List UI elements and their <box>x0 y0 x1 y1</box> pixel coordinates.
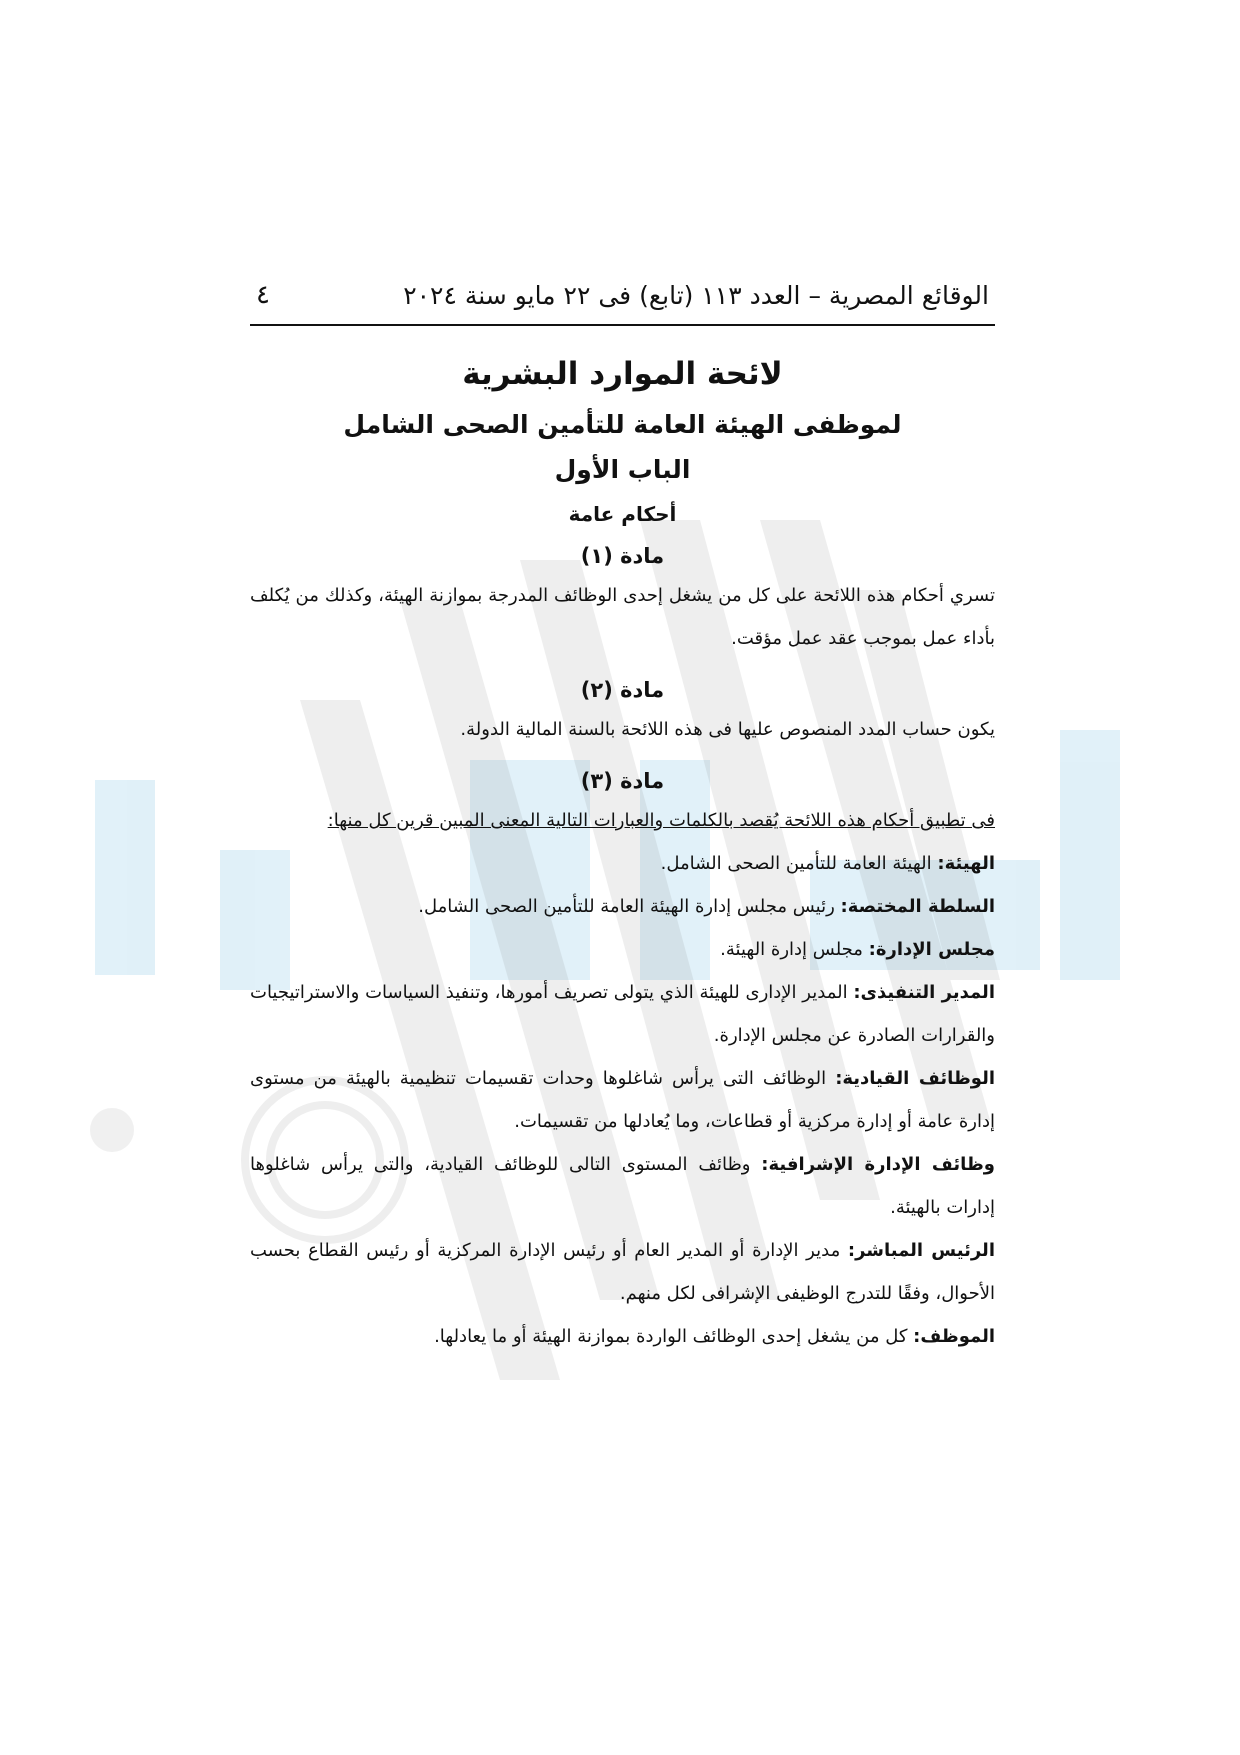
definition-term: السلطة المختصة: <box>840 896 995 917</box>
definition-term: وظائف الإدارة الإشرافية: <box>761 1154 995 1175</box>
definition-text: الهيئة العامة للتأمين الصحى الشامل. <box>660 853 938 874</box>
article-3-text: فى تطبيق أحكام هذه اللائحة يُقصد بالكلمات والعبارات التالية المعنى المبين قرين كل منها: <box>327 810 995 831</box>
definition-term: الوظائف القيادية: <box>835 1068 996 1089</box>
article-1-heading: مادة (١) <box>580 544 665 568</box>
article-3-heading: مادة (٣) <box>580 769 665 793</box>
part-heading: الباب الأول <box>554 455 691 484</box>
definition-text: مدير الإدارة أو المدير العام أو رئيس الإدارة المركزية أو رئيس القطاع بحسب الأحوال، وفقًا للتدرج الوظيفى الإشرافى لكل منهم. <box>250 1240 995 1304</box>
article-2-text: يكون حساب المدد المنصوص عليها فى هذه اللائحة بالسنة المالية الدولة. <box>460 719 995 740</box>
definition-term: الموظف: <box>913 1326 995 1347</box>
definition-item <box>250 928 995 971</box>
definition-text: مجلس إدارة الهيئة. <box>720 939 869 960</box>
definition-text: المدير الإدارى للهيئة الذي يتولى تصريف أمورها، وتنفيذ السياسات والاستراتيجيات والقرارات الصادرة عن مجلس الإدارة. <box>250 982 995 1046</box>
definition-text: كل من يشغل إحدى الوظائف الواردة بموازنة الهيئة أو ما يعادلها. <box>434 1326 914 1347</box>
definition-item <box>250 885 995 928</box>
document-title: لائحة الموارد البشرية <box>462 356 783 392</box>
document-subtitle: لموظفى الهيئة العامة للتأمين الصحى الشامل <box>343 410 902 439</box>
definition-text: وظائف المستوى التالى للوظائف القيادية، والتى يرأس شاغلوها إدارات بالهيئة. <box>250 1154 995 1218</box>
gazette-page <box>250 280 995 1358</box>
definition-item <box>250 1143 995 1229</box>
definitions-list <box>250 842 995 1358</box>
article-2-heading: مادة (٢) <box>580 678 665 702</box>
document-titles <box>250 356 995 526</box>
section-heading: أحكام عامة <box>568 502 677 526</box>
definition-item <box>250 1229 995 1315</box>
definition-term: المدير التنفيذى: <box>853 982 995 1003</box>
article-1-text: تسري أحكام هذه اللائحة على كل من يشغل إحدى الوظائف المدرجة بموازنة الهيئة، وكذلك من يُكلف بأداء عمل بموجب عقد عمل مؤقت. <box>250 585 995 649</box>
definition-item <box>250 842 995 885</box>
page-header <box>250 280 995 326</box>
definition-term: الهيئة: <box>937 853 995 874</box>
definition-item <box>250 971 995 1057</box>
definition-term: مجلس الإدارة: <box>868 939 995 960</box>
definition-item <box>250 1315 995 1358</box>
definition-text: الوظائف التى يرأس شاغلوها وحدات تقسيمات تنظيمية بالهيئة من مستوى إدارة عامة أو إدارة مركزية أو قطاعات، وما يُعادلها من تقسيمات. <box>250 1068 995 1132</box>
definition-text: رئيس مجلس إدارة الهيئة العامة للتأمين الصحى الشامل. <box>418 896 841 917</box>
definition-item <box>250 1057 995 1143</box>
page-number: ٤ <box>256 280 270 310</box>
gazette-title: الوقائع المصرية – العدد ١١٣ (تابع) فى ٢٢ مايو سنة ٢٠٢٤ <box>403 281 989 310</box>
definition-term: الرئيس المباشر: <box>847 1240 995 1261</box>
